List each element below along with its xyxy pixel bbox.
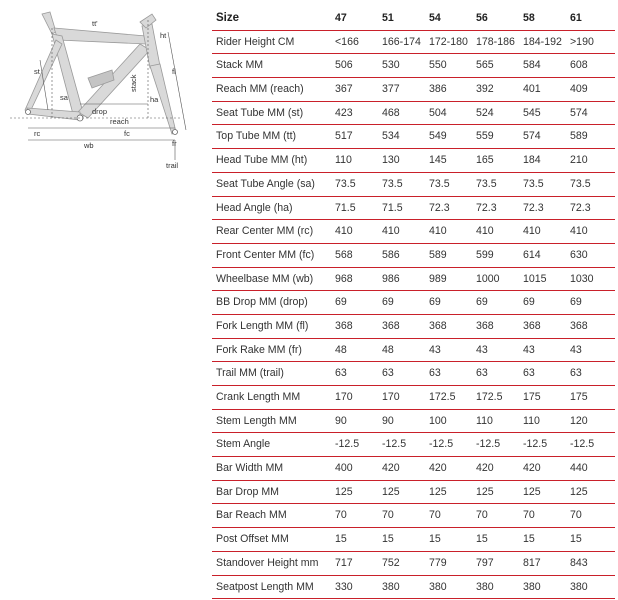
table-cell: -12.5 — [335, 433, 382, 457]
table-row — [212, 409, 615, 433]
header-size: 47 — [335, 7, 382, 30]
table-cell: 15 — [382, 528, 429, 552]
table-cell: 410 — [476, 220, 523, 244]
row-label: Reach MM (reach) — [212, 78, 335, 102]
table-cell: 1015 — [523, 267, 570, 291]
table-cell: 63 — [429, 362, 476, 386]
table-cell: 90 — [382, 409, 429, 433]
table-cell: 70 — [523, 504, 570, 528]
header-size-label: Size — [212, 7, 335, 30]
table-cell: 368 — [335, 314, 382, 338]
label-trail: trail — [166, 161, 179, 170]
row-label: Fork Length MM (fl) — [212, 314, 335, 338]
table-cell: 43 — [429, 338, 476, 362]
top-tube — [54, 28, 146, 44]
table-cell: 70 — [429, 504, 476, 528]
table-cell: 15 — [570, 528, 615, 552]
table-cell: 574 — [523, 125, 570, 149]
table-cell: 410 — [523, 220, 570, 244]
table-cell: 565 — [476, 54, 523, 78]
table-cell: 73.5 — [523, 172, 570, 196]
header-size: 54 — [429, 7, 476, 30]
table-cell: 568 — [335, 243, 382, 267]
table-row — [212, 54, 615, 78]
table-cell: 70 — [570, 504, 615, 528]
table-cell: 377 — [382, 78, 429, 102]
table-cell: 584 — [523, 54, 570, 78]
table-row — [212, 196, 615, 220]
table-cell: 15 — [335, 528, 382, 552]
table-cell: 586 — [382, 243, 429, 267]
table-cell: 574 — [570, 101, 615, 125]
table-row — [212, 30, 615, 54]
table-cell: 468 — [382, 101, 429, 125]
table-cell: 380 — [429, 575, 476, 599]
table-cell: 125 — [429, 480, 476, 504]
table-cell: 63 — [570, 362, 615, 386]
table-cell: 165 — [476, 149, 523, 173]
table-cell: 145 — [429, 149, 476, 173]
table-cell: 73.5 — [570, 172, 615, 196]
table-cell: 534 — [382, 125, 429, 149]
table-cell: 989 — [429, 267, 476, 291]
table-cell: 589 — [429, 243, 476, 267]
table-cell: 380 — [523, 575, 570, 599]
table-cell: 400 — [335, 457, 382, 481]
table-row — [212, 314, 615, 338]
table-row — [212, 220, 615, 244]
table-cell: 368 — [476, 314, 523, 338]
table-cell: 125 — [382, 480, 429, 504]
table-cell: 73.5 — [429, 172, 476, 196]
table-cell: 125 — [476, 480, 523, 504]
table-cell: 175 — [570, 386, 615, 410]
table-cell: <166 — [335, 30, 382, 54]
table-cell: 420 — [382, 457, 429, 481]
table-cell: 15 — [523, 528, 570, 552]
row-label: Stack MM — [212, 54, 335, 78]
table-cell: 599 — [476, 243, 523, 267]
table-cell: 69 — [382, 291, 429, 315]
table-cell: 420 — [476, 457, 523, 481]
table-row — [212, 149, 615, 173]
table-cell: 368 — [382, 314, 429, 338]
table-cell: 559 — [476, 125, 523, 149]
label-fr: fr — [172, 139, 177, 148]
header-row — [212, 7, 615, 30]
table-cell: 69 — [429, 291, 476, 315]
row-label: Bar Reach MM — [212, 504, 335, 528]
table-row — [212, 386, 615, 410]
row-label: Standover Height mm — [212, 551, 335, 575]
table-cell: 72.3 — [570, 196, 615, 220]
row-label: Seat Tube MM (st) — [212, 101, 335, 125]
label-drop: drop — [92, 107, 108, 116]
table-row — [212, 338, 615, 362]
table-cell: 43 — [570, 338, 615, 362]
row-label: BB Drop MM (drop) — [212, 291, 335, 315]
table-cell: 401 — [523, 78, 570, 102]
table-cell: 170 — [382, 386, 429, 410]
table-cell: 210 — [570, 149, 615, 173]
label-rc: rc — [34, 129, 41, 138]
table-cell: 63 — [382, 362, 429, 386]
label-reach: reach — [110, 117, 129, 126]
table-cell: -12.5 — [523, 433, 570, 457]
table-cell: 589 — [570, 125, 615, 149]
table-cell: 48 — [382, 338, 429, 362]
row-label: Trail MM (trail) — [212, 362, 335, 386]
table-cell: 367 — [335, 78, 382, 102]
table-cell: 172.5 — [476, 386, 523, 410]
table-cell: 72.3 — [429, 196, 476, 220]
table-cell: 178-186 — [476, 30, 523, 54]
table-cell: 386 — [429, 78, 476, 102]
table-cell: 73.5 — [382, 172, 429, 196]
table-cell: 630 — [570, 243, 615, 267]
table-cell: 71.5 — [335, 196, 382, 220]
label-sa: sa — [60, 93, 68, 102]
rear-axle — [26, 110, 31, 115]
table-cell: 717 — [335, 551, 382, 575]
table-cell: 48 — [335, 338, 382, 362]
table-cell: 368 — [523, 314, 570, 338]
table-cell: -12.5 — [382, 433, 429, 457]
table-cell: 184 — [523, 149, 570, 173]
table-row — [212, 243, 615, 267]
front-axle — [173, 130, 178, 135]
table-cell: 166-174 — [382, 30, 429, 54]
table-cell: 524 — [476, 101, 523, 125]
head-tube — [142, 24, 160, 68]
table-cell: 43 — [476, 338, 523, 362]
row-label: Post Offset MM — [212, 528, 335, 552]
table-cell: 120 — [570, 409, 615, 433]
table-cell: 506 — [335, 54, 382, 78]
table-cell: 423 — [335, 101, 382, 125]
label-tt: tt' — [92, 19, 98, 28]
table-cell: 70 — [382, 504, 429, 528]
table-cell: 797 — [476, 551, 523, 575]
table-cell: >190 — [570, 30, 615, 54]
table-cell: 380 — [476, 575, 523, 599]
table-cell: 15 — [476, 528, 523, 552]
table-cell: 63 — [335, 362, 382, 386]
table-cell: 410 — [429, 220, 476, 244]
table-cell: 504 — [429, 101, 476, 125]
table-cell: 70 — [335, 504, 382, 528]
table-cell: 63 — [523, 362, 570, 386]
table-cell: 368 — [570, 314, 615, 338]
table-cell: 410 — [335, 220, 382, 244]
table-row — [212, 551, 615, 575]
table-cell: 517 — [335, 125, 382, 149]
table-cell: 172-180 — [429, 30, 476, 54]
geometry-table-body — [212, 30, 615, 599]
table-row — [212, 480, 615, 504]
table-cell: 380 — [570, 575, 615, 599]
label-fl: fl — [172, 67, 176, 76]
row-label: Head Angle (ha) — [212, 196, 335, 220]
table-cell: 843 — [570, 551, 615, 575]
frame-geometry-diagram — [0, 0, 196, 180]
table-cell: 752 — [382, 551, 429, 575]
label-ha: ha — [150, 95, 159, 104]
table-row — [212, 172, 615, 196]
seat-stay — [25, 40, 62, 112]
table-cell: 69 — [523, 291, 570, 315]
row-label: Top Tube MM (tt) — [212, 125, 335, 149]
table-cell: 130 — [382, 149, 429, 173]
table-cell: 110 — [523, 409, 570, 433]
table-row — [212, 504, 615, 528]
table-row — [212, 528, 615, 552]
table-cell: 380 — [382, 575, 429, 599]
header-size: 51 — [382, 7, 429, 30]
label-fc: fc — [124, 129, 130, 138]
row-label: Bar Drop MM — [212, 480, 335, 504]
table-cell: 530 — [382, 54, 429, 78]
row-label: Crank Length MM — [212, 386, 335, 410]
table-cell: 110 — [335, 149, 382, 173]
row-label: Front Center MM (fc) — [212, 243, 335, 267]
table-cell: 368 — [429, 314, 476, 338]
table-cell: 69 — [335, 291, 382, 315]
table-cell: 410 — [570, 220, 615, 244]
label-st: st — [34, 67, 40, 76]
table-row — [212, 457, 615, 481]
table-cell: 550 — [429, 54, 476, 78]
table-row — [212, 575, 615, 599]
table-cell: 817 — [523, 551, 570, 575]
table-cell: 545 — [523, 101, 570, 125]
row-label: Rider Height CM — [212, 30, 335, 54]
table-cell: 1000 — [476, 267, 523, 291]
table-cell: 779 — [429, 551, 476, 575]
table-cell: 410 — [382, 220, 429, 244]
table-cell: 69 — [570, 291, 615, 315]
table-cell: 614 — [523, 243, 570, 267]
table-row — [212, 78, 615, 102]
geometry-table — [212, 7, 615, 599]
table-row — [212, 433, 615, 457]
table-cell: 72.3 — [523, 196, 570, 220]
table-cell: 420 — [429, 457, 476, 481]
table-cell: 69 — [476, 291, 523, 315]
table-row — [212, 362, 615, 386]
row-label: Wheelbase MM (wb) — [212, 267, 335, 291]
table-row — [212, 267, 615, 291]
table-cell: 90 — [335, 409, 382, 433]
table-cell: 63 — [476, 362, 523, 386]
table-cell: 1030 — [570, 267, 615, 291]
header-size: 61 — [570, 7, 615, 30]
table-cell: 43 — [523, 338, 570, 362]
table-cell: -12.5 — [570, 433, 615, 457]
table-cell: 170 — [335, 386, 382, 410]
header-size: 56 — [476, 7, 523, 30]
row-label: Fork Rake MM (fr) — [212, 338, 335, 362]
table-row — [212, 101, 615, 125]
table-cell: 100 — [429, 409, 476, 433]
row-label: Head Tube MM (ht) — [212, 149, 335, 173]
table-cell: 15 — [429, 528, 476, 552]
row-label: Stem Angle — [212, 433, 335, 457]
table-cell: 440 — [570, 457, 615, 481]
table-cell: 330 — [335, 575, 382, 599]
label-wb: wb — [84, 141, 94, 150]
table-cell: 968 — [335, 267, 382, 291]
table-cell: 184-192 — [523, 30, 570, 54]
table-cell: 72.3 — [476, 196, 523, 220]
table-cell: 409 — [570, 78, 615, 102]
table-cell: 608 — [570, 54, 615, 78]
table-row — [212, 291, 615, 315]
table-cell: -12.5 — [476, 433, 523, 457]
table-cell: -12.5 — [429, 433, 476, 457]
table-cell: 986 — [382, 267, 429, 291]
table-cell: 125 — [523, 480, 570, 504]
label-ht: ht — [160, 31, 167, 40]
table-cell: 392 — [476, 78, 523, 102]
table-cell: 172.5 — [429, 386, 476, 410]
table-cell: 73.5 — [335, 172, 382, 196]
table-cell: 110 — [476, 409, 523, 433]
row-label: Rear Center MM (rc) — [212, 220, 335, 244]
table-cell: 420 — [523, 457, 570, 481]
row-label: Seat Tube Angle (sa) — [212, 172, 335, 196]
table-row — [212, 125, 615, 149]
table-cell: 175 — [523, 386, 570, 410]
table-cell: 125 — [335, 480, 382, 504]
header-size: 58 — [523, 7, 570, 30]
seat-post — [42, 12, 56, 34]
row-label: Seatpost Length MM — [212, 575, 335, 599]
table-cell: 549 — [429, 125, 476, 149]
row-label: Stem Length MM — [212, 409, 335, 433]
table-cell: 125 — [570, 480, 615, 504]
table-cell: 71.5 — [382, 196, 429, 220]
label-stack: stack — [129, 74, 138, 92]
row-label: Bar Width MM — [212, 457, 335, 481]
table-cell: 73.5 — [476, 172, 523, 196]
table-cell: 70 — [476, 504, 523, 528]
